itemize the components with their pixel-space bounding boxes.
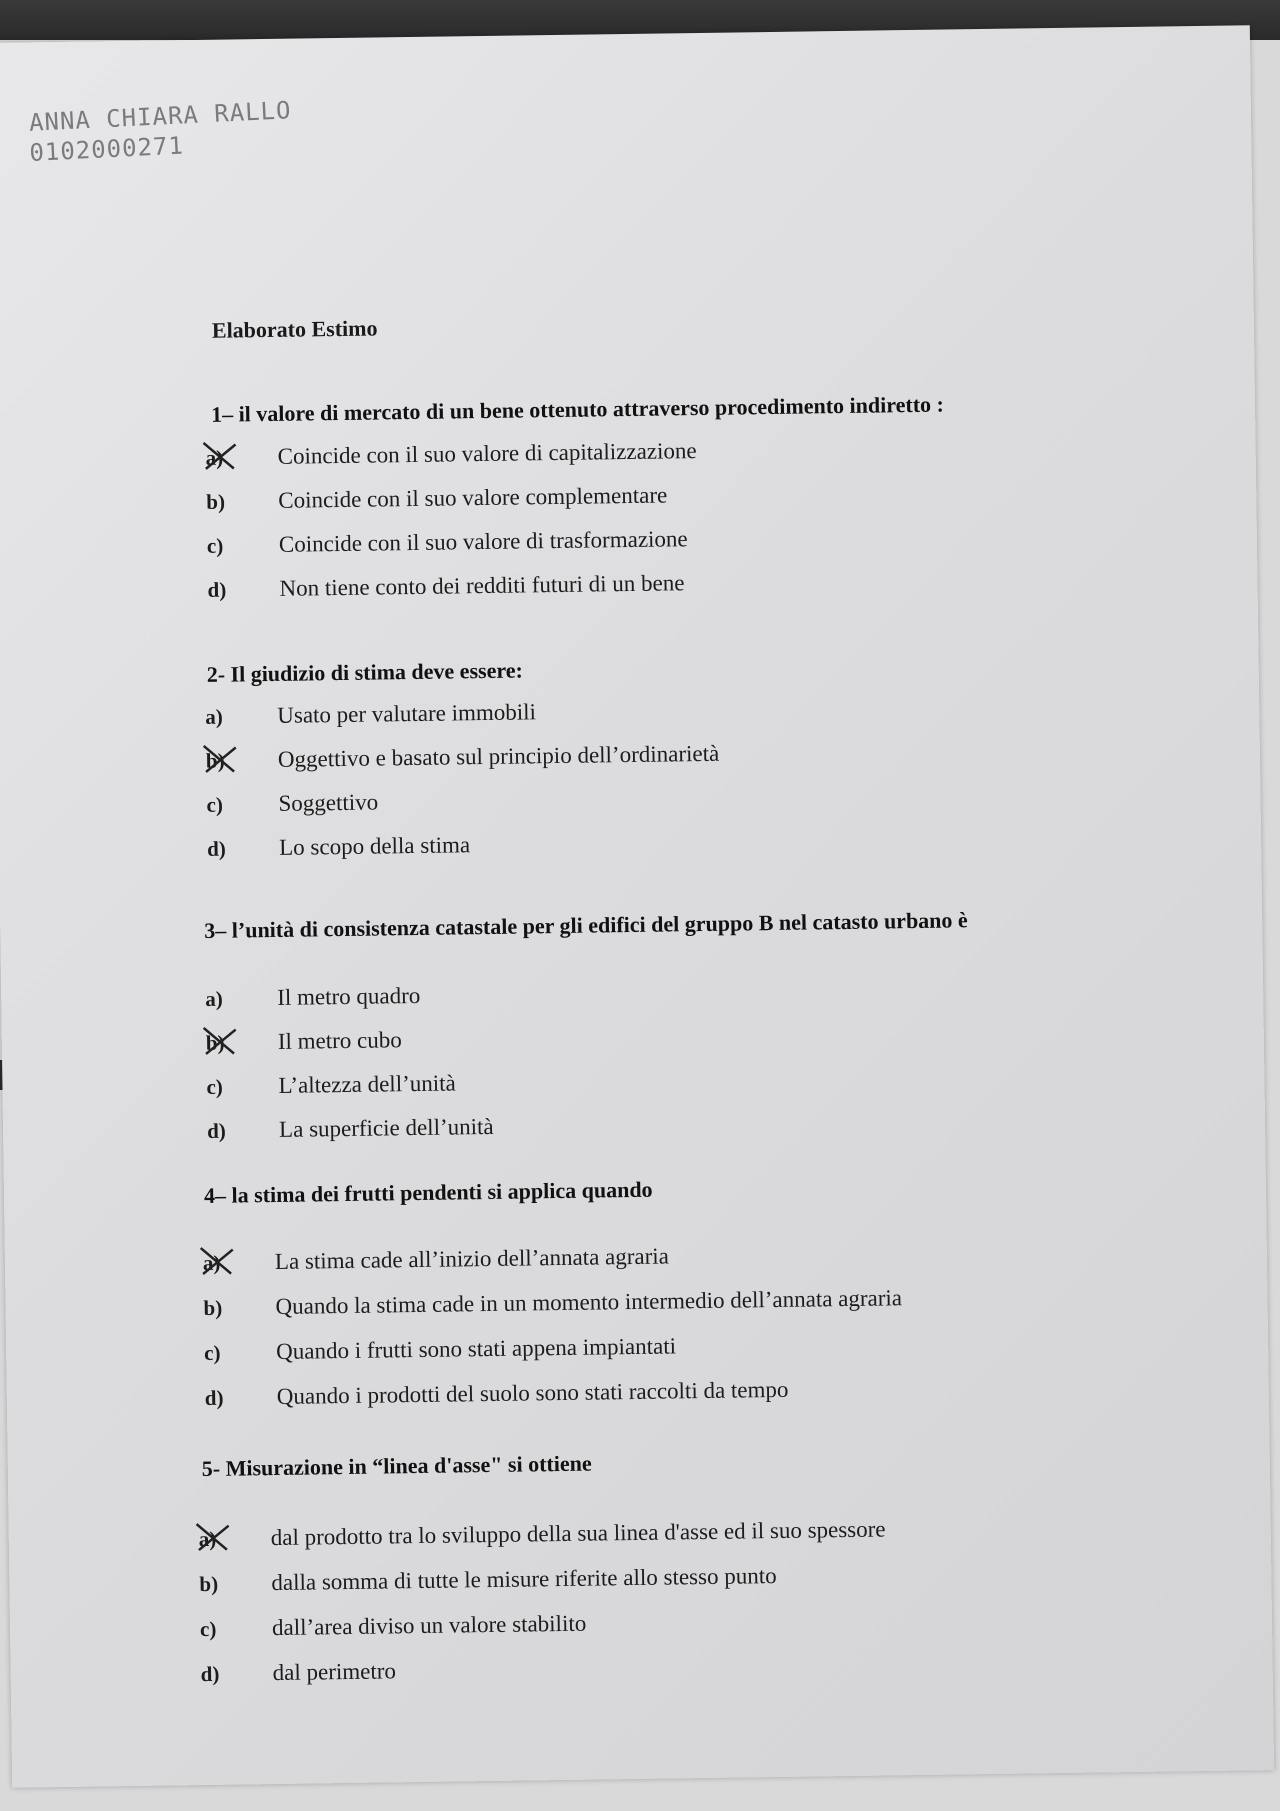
option-2d: d) Lo scopo della stima [206,832,471,861]
cross-mark-icon [200,741,240,776]
option-text: dal perimetro [272,1658,397,1686]
option-2b [206,741,720,774]
option-text: Quando i prodotti del suolo sono stati raccolti da tempo [276,1376,789,1409]
question-3: 3– l’unità di consistenza catastale per gli edifici del gruppo B nel catasto urbano è [204,907,968,943]
option-text: Usato per valutare immobili [277,699,537,728]
option-2c: c) Soggettivo [206,789,379,817]
exam-sheet [0,25,1274,1787]
option-text: Coincide con il suo valore di capitalizzazione [277,438,697,469]
selected-answer-mark: a) [206,444,278,471]
option-4d: d) Quando i prodotti del suolo sono stati raccolti da tempo [204,1376,789,1410]
question-4: 4– la stima dei frutti pendenti si applica quando [203,1176,653,1208]
option-text: dall’area diviso un valore stabilito [271,1610,587,1641]
option-text: Coincide con il suo valore complementare [278,482,668,513]
option-text: La stima cade all’inizio dell’annata agraria [274,1243,670,1275]
option-text: Soggettivo [278,789,379,816]
cross-mark-icon [199,438,239,473]
option-5a [199,1517,886,1553]
selected-answer-mark: a) [203,1249,275,1276]
option-4c: c) Quando i frutti sono stati appena impiantati [204,1333,677,1366]
option-text: Non tiene conto dei redditi futuri di un bene [279,570,685,601]
selected-answer-mark: b) [206,747,278,774]
option-1b: b) Coincide con il suo valore complementare [206,482,668,514]
option-3d: d) La superficie dell’unità [206,1113,494,1143]
option-text: Coincide con il suo valore di trasformazione [278,526,688,557]
option-text: Il metro quadro [277,982,421,1010]
option-5c: c) dall’area diviso un valore stabilito [199,1610,587,1642]
option-1c: c) Coincide con il suo valore di trasformazione [206,526,688,558]
cross-mark-icon [200,1023,240,1058]
question-5: 5- Misurazione in “linea d'asse" si ottiene [201,1450,592,1482]
option-text: La superficie dell’unità [278,1113,494,1142]
option-3a: a) Il metro quadro [205,982,421,1011]
option-text: dalla somma di tutte le misure riferite allo stesso punto [271,1563,777,1596]
option-5d: d) dal perimetro [200,1658,397,1687]
option-text: Oggettivo e basato sul principio dell’ordinarietà [277,740,720,772]
option-4a [203,1244,669,1277]
option-3b [206,1027,402,1056]
option-5b: b) dalla somma di tutte le misure riferite allo stesso punto [199,1563,777,1597]
option-3c: c) L’altezza dell’unità [206,1070,456,1099]
student-name-handwritten: ANNA CHIARA RALLO [28,96,293,137]
option-text: Quando la stima cade in un momento intermedio dell’annata agraria [275,1285,903,1320]
selected-answer-mark: a) [199,1525,271,1552]
option-text: Lo scopo della stima [278,832,471,860]
document-title: Elaborato Estimo [211,315,378,343]
option-4b: b) Quando la stima cade in un momento intermedio dell’annata agraria [203,1285,903,1321]
question-1: 1– il valore di mercato di un bene ottenuto attraverso procedimento indiretto : [210,391,945,427]
question-2: 2- Il giudizio di stima deve essere: [206,657,523,687]
option-2a: a) Usato per valutare immobili [205,699,537,729]
option-text: Il metro cubo [277,1027,402,1054]
option-text: L’altezza dell’unità [278,1070,456,1098]
student-id-handwritten: 0102000271 [28,131,185,168]
selected-answer-mark: b) [206,1029,278,1056]
cross-mark-icon [197,1244,237,1279]
cross-mark-icon [193,1520,233,1555]
option-text: dal prodotto tra lo sviluppo della sua linea d'asse ed il suo spessore [270,1516,886,1551]
option-1d: d) Non tiene conto dei redditi futuri di un bene [207,570,685,602]
option-text: Quando i frutti sono stati appena impiantati [276,1333,677,1364]
option-1a [206,438,697,471]
